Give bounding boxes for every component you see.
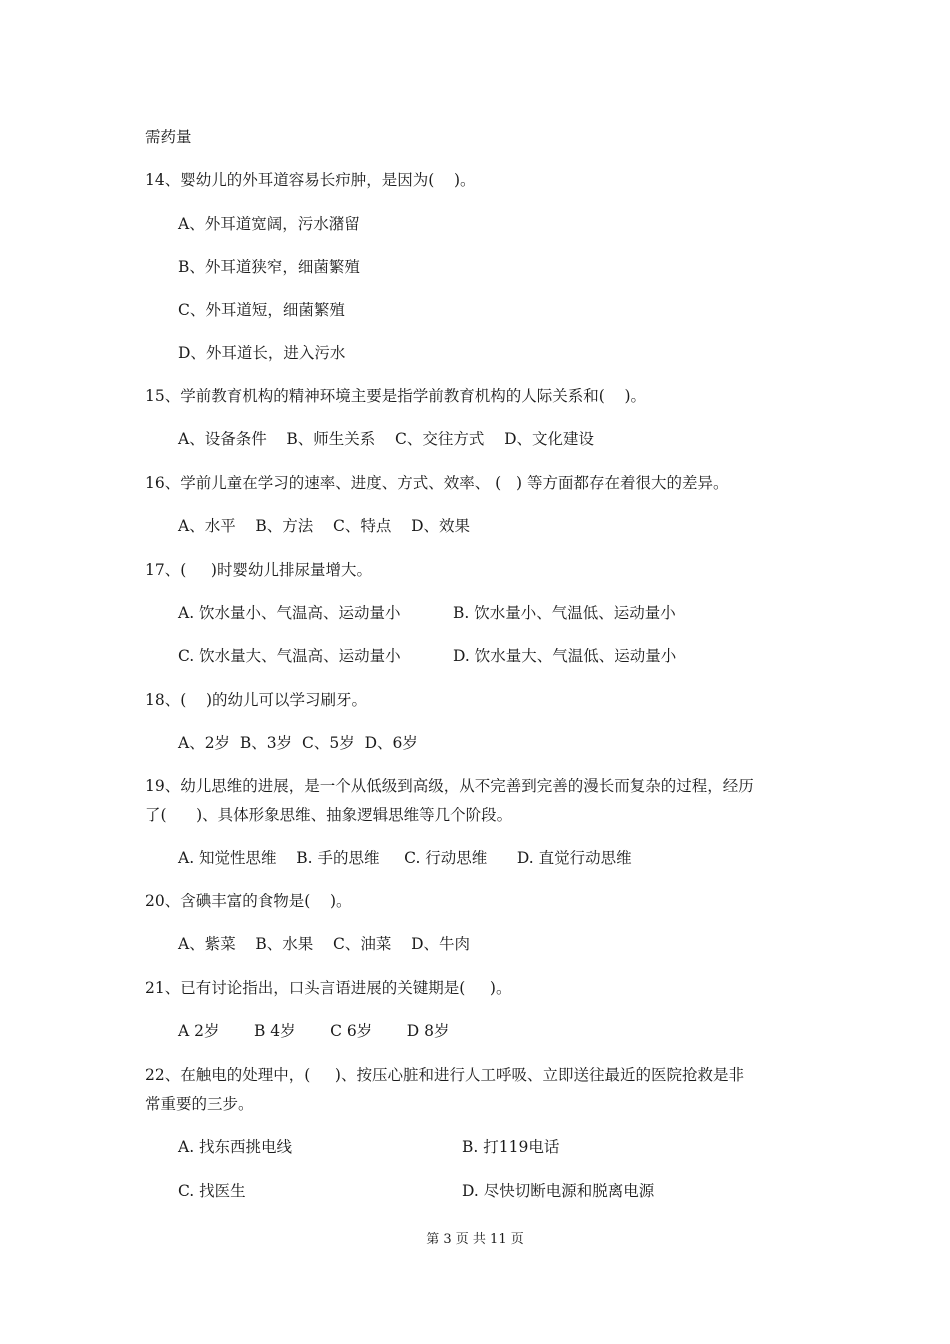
question-17-option-b: B. 饮水量小、气温低、运动量小: [453, 604, 676, 622]
question-18-options: A、2岁 B、3岁 C、5岁 D、6岁: [178, 734, 418, 752]
question-22-option-a: A. 找东西挑电线: [178, 1138, 293, 1156]
question-16-options: A、水平 B、方法 C、特点 D、效果: [178, 517, 470, 535]
question-17-stem: 17、( )时婴幼儿排尿量增大。: [145, 561, 372, 579]
question-22-stem-line-1: 22、在触电的处理中，( )、按压心脏和进行人工呼吸、立即送往最近的医院抢救是非: [145, 1066, 744, 1084]
question-16-stem: 16、学前儿童在学习的速率、进度、方式、效率、 ( ) 等方面都存在着很大的差异。: [145, 474, 729, 492]
question-14-option-b: B、外耳道狭窄，细菌繁殖: [178, 258, 360, 276]
question-22-stem-line-2: 常重要的三步。: [145, 1095, 254, 1113]
question-15-stem: 15、学前教育机构的精神环境主要是指学前教育机构的人际关系和( )。: [145, 387, 647, 405]
question-19-stem-line-2: 了( )、具体形象思维、抽象逻辑思维等几个阶段。: [145, 806, 513, 824]
question-17-option-d: D. 饮水量大、气温低、运动量小: [453, 647, 677, 665]
question-22-option-d: D. 尽快切断电源和脱离电源: [462, 1182, 655, 1200]
question-19-options: A. 知觉性思维 B. 手的思维 C. 行动思维 D. 直觉行动思维: [178, 849, 632, 867]
page-footer: 第 3 页 共 11 页: [426, 1232, 524, 1247]
question-14-option-d: D、外耳道长，进入污水: [178, 344, 346, 362]
question-20-options: A、紫菜 B、水果 C、油菜 D、牛肉: [178, 935, 470, 953]
question-14-option-c: C、外耳道短，细菌繁殖: [178, 301, 345, 319]
question-14-option-a: A、外耳道宽阔，污水潴留: [178, 215, 360, 233]
question-18-stem: 18、( )的幼儿可以学习刷牙。: [145, 691, 368, 709]
header-text: 需药量: [145, 128, 192, 146]
question-20-stem: 20、含碘丰富的食物是( )。: [145, 892, 352, 910]
question-17-option-c: C. 饮水量大、气温高、运动量小: [178, 647, 401, 665]
question-22-option-b: B. 打119电话: [462, 1138, 560, 1156]
question-14-stem: 14、婴幼儿的外耳道容易长疖肿，是因为( )。: [145, 171, 476, 189]
question-21-options: A 2岁 B 4岁 C 6岁 D 8岁: [178, 1022, 450, 1040]
question-19-stem-line-1: 19、幼儿思维的进展，是一个从低级到高级，从不完善到完善的漫长而复杂的过程，经历: [145, 777, 754, 795]
question-21-stem: 21、已有讨论指出，口头言语进展的关键期是( )。: [145, 979, 512, 997]
question-22-option-c: C. 找医生: [178, 1182, 246, 1200]
question-15-options: A、设备条件 B、师生关系 C、交往方式 D、文化建设: [178, 430, 594, 448]
question-17-option-a: A. 饮水量小、气温高、运动量小: [178, 604, 401, 622]
